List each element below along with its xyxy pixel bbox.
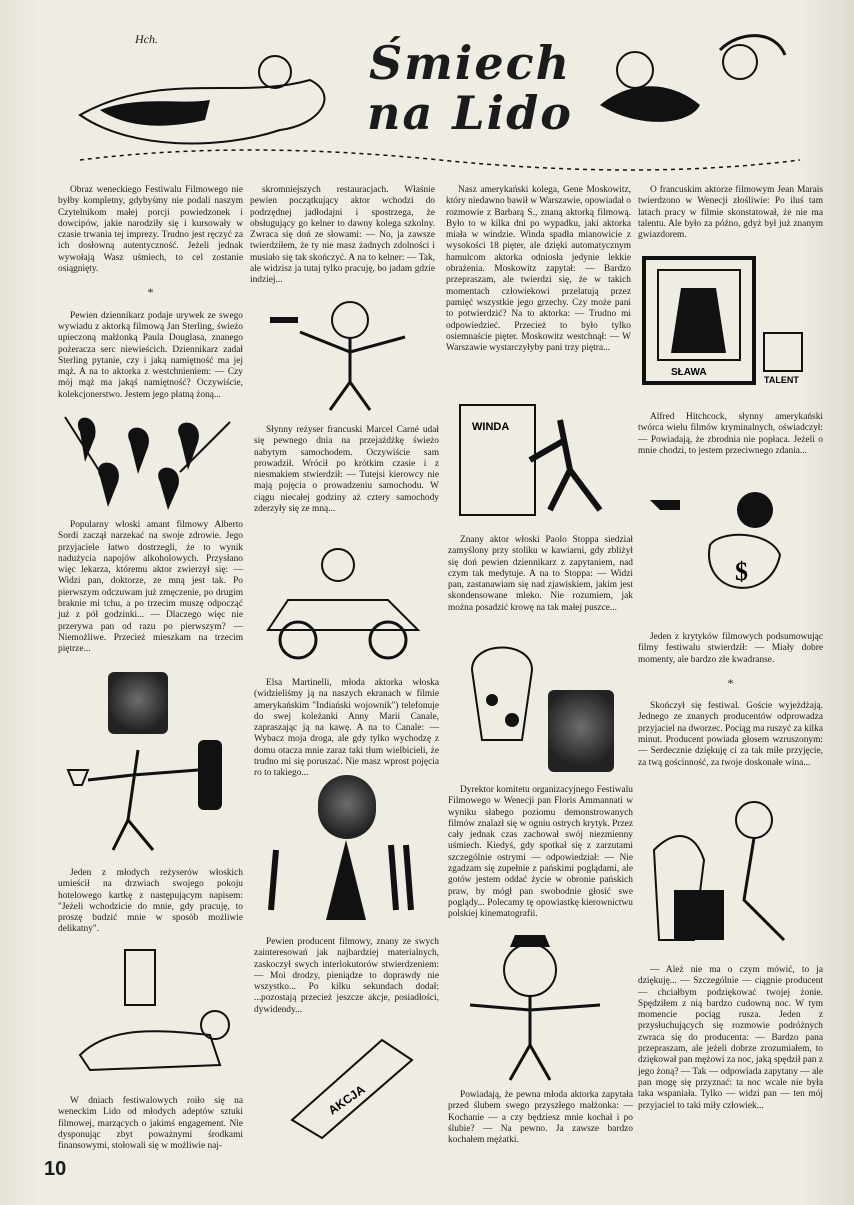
stoppa-anecdote: Znany aktor włoski Paolo Stoppa siedział zamyślony przy stoliku w kawiarni, gdy zbliżył się doń pewien dziennikarz z zapytaniem, nad czym tak medytuje. A na to Stoppa: — Widzi pan, zastanawiam się nad zjawiskiem, jakim jest skondensowane mleko. Nie rozumiem, jak można posadzić krowę na tak małej puszce... <box>448 535 633 613</box>
elevator-illustration <box>450 400 625 525</box>
sordi-block <box>58 520 243 662</box>
robber-illustration <box>640 485 815 615</box>
hearts-pins-illustration <box>60 412 240 512</box>
separator-star-2: * <box>727 675 734 690</box>
director-block <box>58 868 243 942</box>
hitchcock-block <box>638 412 823 463</box>
producer-anecdote: Pewien producent filmowy, znany ze swych zainteresowań jak najbardziej materialnych, zaskoczył swych interlokutorów stwierdzeniem: — Moi drodzy, pieniądze to doprawdy nie wszystko... Po kilku sekundach dodał: ...pozostają przecież jeszcze akcje, posiadłości, dywidendy... <box>254 937 439 1015</box>
title-line-1: Śmiech <box>368 36 572 90</box>
talent-label: TALENT <box>764 375 799 385</box>
column-3 <box>446 185 631 364</box>
page-number: 10 <box>44 1158 67 1180</box>
critics-anecdote: Jeden z krytyków filmowych podsumowując filmy festiwalu stwierdził: — Miały dobre momenty, ale bardzo złe kwadranse. <box>638 632 823 665</box>
money-illustration <box>262 1020 432 1140</box>
waiter-illustration <box>255 292 435 417</box>
ammannati-anecdote: Dyrektor komitetu organizacyjnego Festiwalu Filmowego w Wenecji pan Floris Ammannati w wyniku słabego poziomu demonstrowanych filmów znalazł się w ogniu ostrych krytyk. Przez cały jednak czas zachował swój niezmienny uśmiech. Kiedyś, gdy spotkał się z zarzutami szczególnie ostrymi — odpowiedział: — Nie zgadzam się zupełnie z pańskimi poglądami, ale gotów jestem oddać życie w obronie pańskich praw, by mógł pan swobodnie głosić swe poglądy... Polecamy tę opowiastkę kierownictwu polskiej kinematografii. <box>448 785 633 920</box>
page-title <box>340 38 600 138</box>
akcja-sign-text: AKCJA <box>325 1082 368 1118</box>
fame-frame-illustration <box>636 248 816 388</box>
marais-anecdote: O francuskim aktorze filmowym Jean Marais twierdzono w Wenecji złośliwie: Po iluś tam latach pracy w filmie skonstatował, że nie ma talentu. Ale było za późno, gdyż był już znanym gwiazdorem. <box>638 185 823 241</box>
car-illustration <box>258 540 428 670</box>
column-2 <box>250 185 435 297</box>
header <box>40 10 830 180</box>
train-block <box>638 965 823 1118</box>
producer-block <box>254 937 439 1022</box>
column-1 <box>58 185 243 411</box>
stoppa-photo <box>548 690 614 772</box>
lido-anecdote: W dniach festiwalowych roiło się na weneckim Lido od młodych adeptów sztuki filmowej, marzących o jakimś engagement. Nie dysponując zbyt poważnymi środkami finansowymi, stołowali się w możliwie naj- <box>58 1096 243 1152</box>
ammannati-block <box>448 785 633 927</box>
winda-sign-text: WINDA <box>472 421 510 433</box>
moskowitz-anecdote: Nasz amerykański kolega, Gene Moskowitz, który niedawno bawił w Warszawie, opowiadał o rozmowie z Barbarą S., znaną aktorką filmową. Było to w kilka dni po wypadku, jaki aktorka miała w windzie. Winda spadła mianowicie z wysokości 18 pięter, ale dzięki automatycznym hamulcom aktorka odniosła jedynie lekkie obrażenia. Moskowitz zapytał: — Bardzo przepraszam, ale twierdzi się, że w takich momentach człowiekowi przelatują przez pamięć wszystkie jego grzechy. Czy może pani to potwierdzić? Na to aktorka: — Trudno mi odpowiedzieć. Przecież to było tylko osiemnaście pięter. Moskowitz westchnął: — W Warszawie wystarczyłyby pani trzy piętra... <box>446 185 631 354</box>
intro-text: Obraz weneckiego Festiwalu Filmowego nie byłby kompletny, gdybyśmy nie podali naszym Czytelnikom małej porcji powiedzonek i dowcipów, jakie narodziły się i kursowały w czasie trwania tej imprezy. Trudno jest ręczyć za ich dosłowną autentyczność. Jeżeli jednak wywołają Wasz uśmiech, to cel zostanie osiągnięty. <box>58 185 243 275</box>
bride-anecdote: Powiadają, że pewna młoda aktorka zapytała przed ślubem swego przyszłego małżonka: — Kochanie — a czy będziesz mnie kochał i po ślubie? — Na pewno. Ja zawsze bardzo kochałem mężatki. <box>448 1090 633 1146</box>
hitchcock-anecdote: Alfred Hitchcock, słynny amerykański twórca wielu filmów kryminalnych, oświadczył: — Powiadają, że zbrodnia nie popłaca. Jeżeli o mnie chodzi, to jestem przeciwnego zdania... <box>638 412 823 456</box>
sordi-photo <box>108 672 168 734</box>
carne-anecdote: Słynny reżyser francuski Marcel Carné udał się pewnego dnia na przejażdżkę świeżo nabytym samochodem. Oczywiście sam prowadził. Wrócił po krótkim czasie i z niesmakiem stwierdził: — Tutejsi kierowcy nie mają pojęcia o prowadzeniu samochodu. W ciągu niecałej godziny aż cztery samochody zderzyły się ze mną... <box>254 425 439 515</box>
lido-block <box>58 1096 243 1158</box>
artist-signature: Hch. <box>135 32 158 46</box>
separator-star: * <box>147 285 154 300</box>
waiter-anecdote: skromniejszych restauracjach. Właśnie pewien początkujący aktor wchodzi do podrzędnej jadłodajni i spostrzega, że obsługujący go kelner to dawny kolega szkolny. Zwraca się doń ze słowami: — No, ja zawsze twierdziłem, że ty nie masz żadnych zdolności i musiało się tak skończyć. A na to kelner: — Tak, ale widzisz ja tutaj tylko pracuję, bo jadam gdzie indziej... <box>250 185 435 286</box>
fame-label: SŁAWA <box>671 367 707 378</box>
title-line-2: na Lido <box>367 86 573 140</box>
carne-block <box>254 425 439 521</box>
admirers-illustration <box>256 820 431 930</box>
bottle-figure-illustration <box>58 730 238 860</box>
dollar-sign: $ <box>735 557 748 586</box>
sordi-anecdote: Popularny włoski amant filmowy Alberto Sordi zaczął narzekać na swoje zdrowie. Jego przyjaciele łatwo dostrzegli, że to wynik nadużycia napojów alkoholowych. Przysłano więc lekarza, któremu aktor zwierzył się: — Widzi pan, doktorze, ze mną jest tak. Po pierwszym odczuwam już zmęczenie, po drugim braknie mi tchu, a po trzecim muszę odpocząć już z pół godzinki... — Dlaczego więc nie przerywa pan od razu po pierwszym? — Niemożliwe. Przecież mieszkam na trzecim piętrze... <box>58 520 243 655</box>
groom-illustration <box>450 935 620 1085</box>
director-anecdote: Jeden z młodych reżyserów włoskich umieścił na drzwiach swojego pokoju hotelowego kartkę z następującym napisem: "Jeżeli wchodzicie do mnie, gdy pracuję, to proszę budzić mnie w sposób możliwie delikatny". <box>58 868 243 935</box>
sterling-anecdote: Pewien dziennikarz podaje urywek ze swego wywiadu z aktorką filmową Jan Sterling, świeżo upieczoną małżonką Paula Douglasa, znanego pożeracza serc niewieścich. Dziennikarz zadał Sterling pytanie, czy i jaką namiętność ma jej mąż. A na to aktorka z westchnieniem: — Czy mój mąż ma jakąś namiętność? Oczywiście, kolekcjonerstwo. Jestem jego płatną żoną... <box>58 310 243 400</box>
embrace-illustration <box>634 790 814 955</box>
cow-illustration <box>452 630 562 755</box>
martinelli-anecdote: Elsa Martinelli, młoda aktorka włoska (widzieliśmy ją na naszych ekranach w filmie amerykańskim "Indiański wojownik") telefonuje do swej koleżanki Anny Marii Canale, zapraszając ją na kawę. A na to Canale: — Wybacz moja droga, ale gdy tylko wychodzę z domu otacza mnie zaraz taki tłum wielbicieli, że trudno mi się poruszać. Nie masz wprost pojęcia ro to takiego... <box>254 678 439 779</box>
critics-block <box>638 632 823 775</box>
bride-block <box>448 1090 633 1152</box>
martinelli-block <box>254 678 439 786</box>
ending-anecdote: Skończył się festiwal. Goście wyjeżdżają. Jednego ze znanych producentów odprowadza przyjaciel na dworzec. Pociąg ma ruszyć za kilka minut. Producent powiada głosem wzruszonym: — Serdecznie dziękuję ci za tak miłe przyjęcie, za twą gościnność, za twoje doskonałe wina... <box>638 701 823 768</box>
stoppa-block <box>448 535 633 620</box>
column-4 <box>638 185 823 251</box>
sleeping-man-illustration <box>70 945 240 1085</box>
train-anecdote: — Ależ nie ma o czym mówić, to ja dziękuję... — Szczególnie — ciągnie producent — chciałbym podziękować twojej żonie. Spędziłem z nią bardzo cudowną noc. W tym momencie pociąg rusza. Jeden z przysłuchujących się rozmowie podróżnych zwraca się do producenta: — Bardzo pana przepraszam, ale jeżeli dobrze zrozumiałem, to dziękował pan mężowi za noc, jaką spędził pan z jego żoną? — Tak — odpowiada zapytany — ale pan mogę się przyznać: ta noc wcale nie była taka wspaniała. Tylko — widzi pan — ten mój przyjaciel to taki miły człowiek... <box>638 965 823 1111</box>
